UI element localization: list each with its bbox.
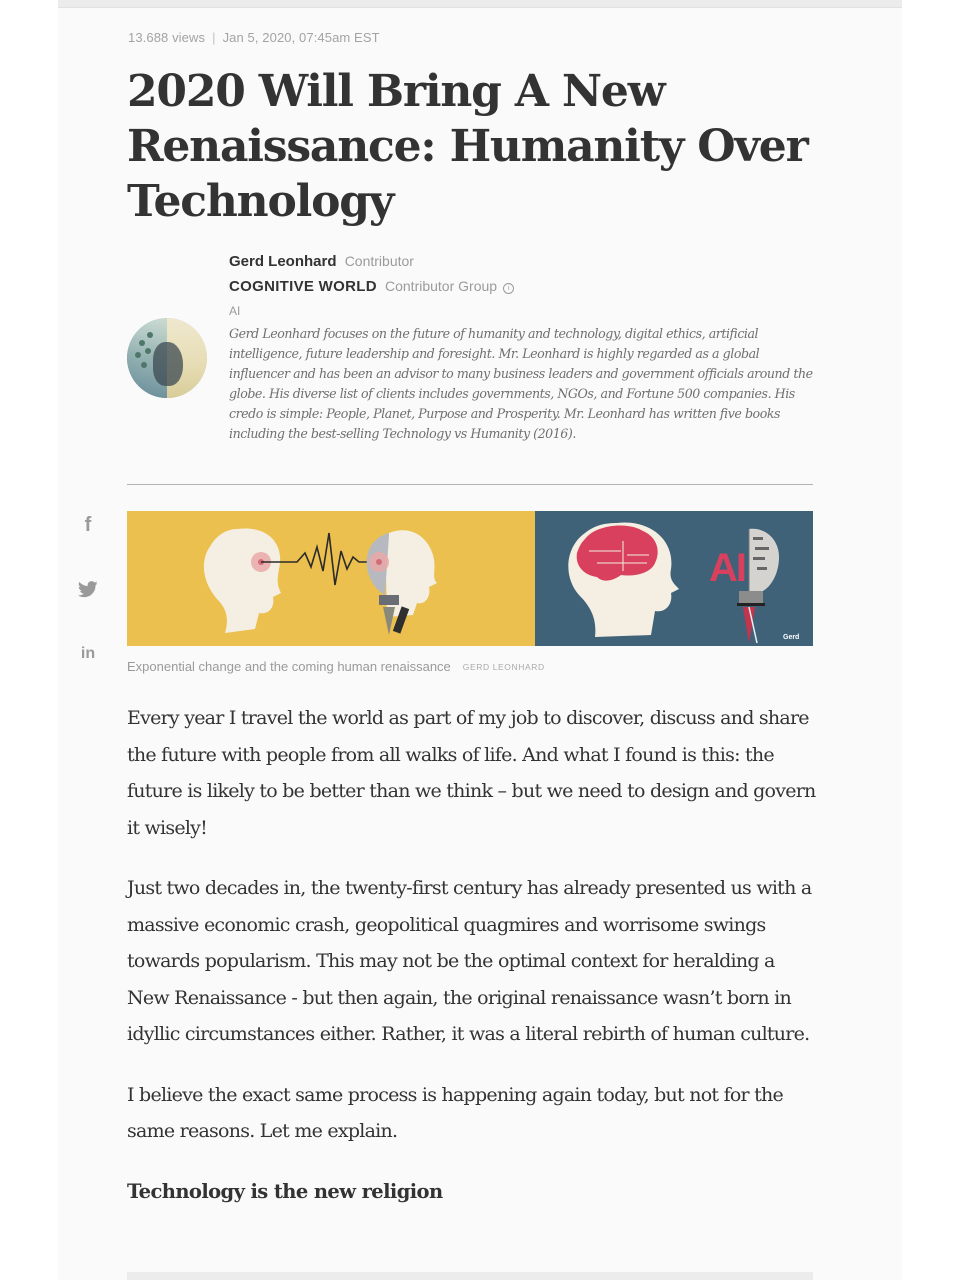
view-count: 13.688 views xyxy=(128,30,206,45)
body-paragraph: I believe the exact same process is happening again today, but not for the same reasons. Let me explain. xyxy=(127,1083,784,1142)
author-block xyxy=(229,251,819,444)
top-bar xyxy=(58,0,902,8)
author-bio: Gerd Leonhard focuses on the future of humanity and technology, digital ethics, artificial intelligence, future leadership and foresight. Mr. Leonhard is highly regarded as a global influencer and has been an advisor to many business leaders and government officials around the globe. His diverse list of clients includes governments, NGOs, and Fortune 500 companies. His credo is simple: People, Planet, Purpose and Prosperity. Mr. Leonhard has written five books including the best-selling Technology vs Humanity (2016). xyxy=(229,326,813,441)
hero-image[interactable] xyxy=(127,511,813,646)
twitter-share-icon[interactable] xyxy=(76,581,100,603)
linkedin-share-icon[interactable]: in xyxy=(80,645,96,662)
avatar-leaf xyxy=(141,362,147,368)
info-icon[interactable]: i xyxy=(503,283,514,294)
author-name-link[interactable]: Gerd Leonhard xyxy=(229,253,337,270)
group-line xyxy=(229,276,819,301)
avatar-face xyxy=(153,342,183,386)
hero-signature: Gerd xyxy=(783,634,800,641)
article-meta xyxy=(128,30,380,45)
avatar-leaf xyxy=(147,332,153,338)
article-title: 2020 Will Bring A New Renaissance: Humanity Over Technology xyxy=(127,66,808,227)
author-role: Contributor xyxy=(344,253,414,269)
body-paragraph: Every year I travel the world as part of my job to discover, discuss and share the future with people from all walks of life. And what I found is this: the future is likely to be better than we think – but we need to design and govern it wisely! xyxy=(127,707,816,839)
caption-text: Exponential change and the coming human renaissance xyxy=(127,659,451,674)
avatar-leaf xyxy=(135,352,141,358)
group-role: Contributor Group xyxy=(385,278,498,294)
hero-illustration xyxy=(127,511,813,646)
body-paragraph: Just two decades in, the twenty-first century has already presented us with a massive economic crash, geopolitical quagmires and worrisome swings towards popularism. This may not be the optimal context for heralding a New Renaissance - but then again, the original renaissance wasn’t born in idyllic circumstances either. Rather, it was a literal rebirth of human culture. xyxy=(127,877,812,1045)
next-content-block xyxy=(127,1272,813,1280)
author-avatar[interactable] xyxy=(127,318,207,398)
group-name-link[interactable]: COGNITIVE WORLD xyxy=(229,278,377,295)
avatar-leaf xyxy=(139,340,145,346)
image-caption xyxy=(127,659,545,674)
facebook-share-icon[interactable]: f xyxy=(84,514,92,536)
author-divider xyxy=(127,484,813,485)
hero-ai-label: AI xyxy=(709,546,745,590)
twitter-bird-icon xyxy=(78,581,98,598)
section-subheading: Technology is the new religion xyxy=(127,1179,443,1203)
topic-link[interactable]: AI xyxy=(229,304,241,318)
publish-date: Jan 5, 2020, 07:45am EST xyxy=(222,30,380,45)
meta-separator: | xyxy=(212,30,216,45)
author-line xyxy=(229,251,819,276)
image-credit: GERD LEONHARD xyxy=(462,662,545,672)
article-page xyxy=(58,0,902,1280)
avatar-leaf xyxy=(145,348,151,354)
article-body xyxy=(127,700,817,1210)
